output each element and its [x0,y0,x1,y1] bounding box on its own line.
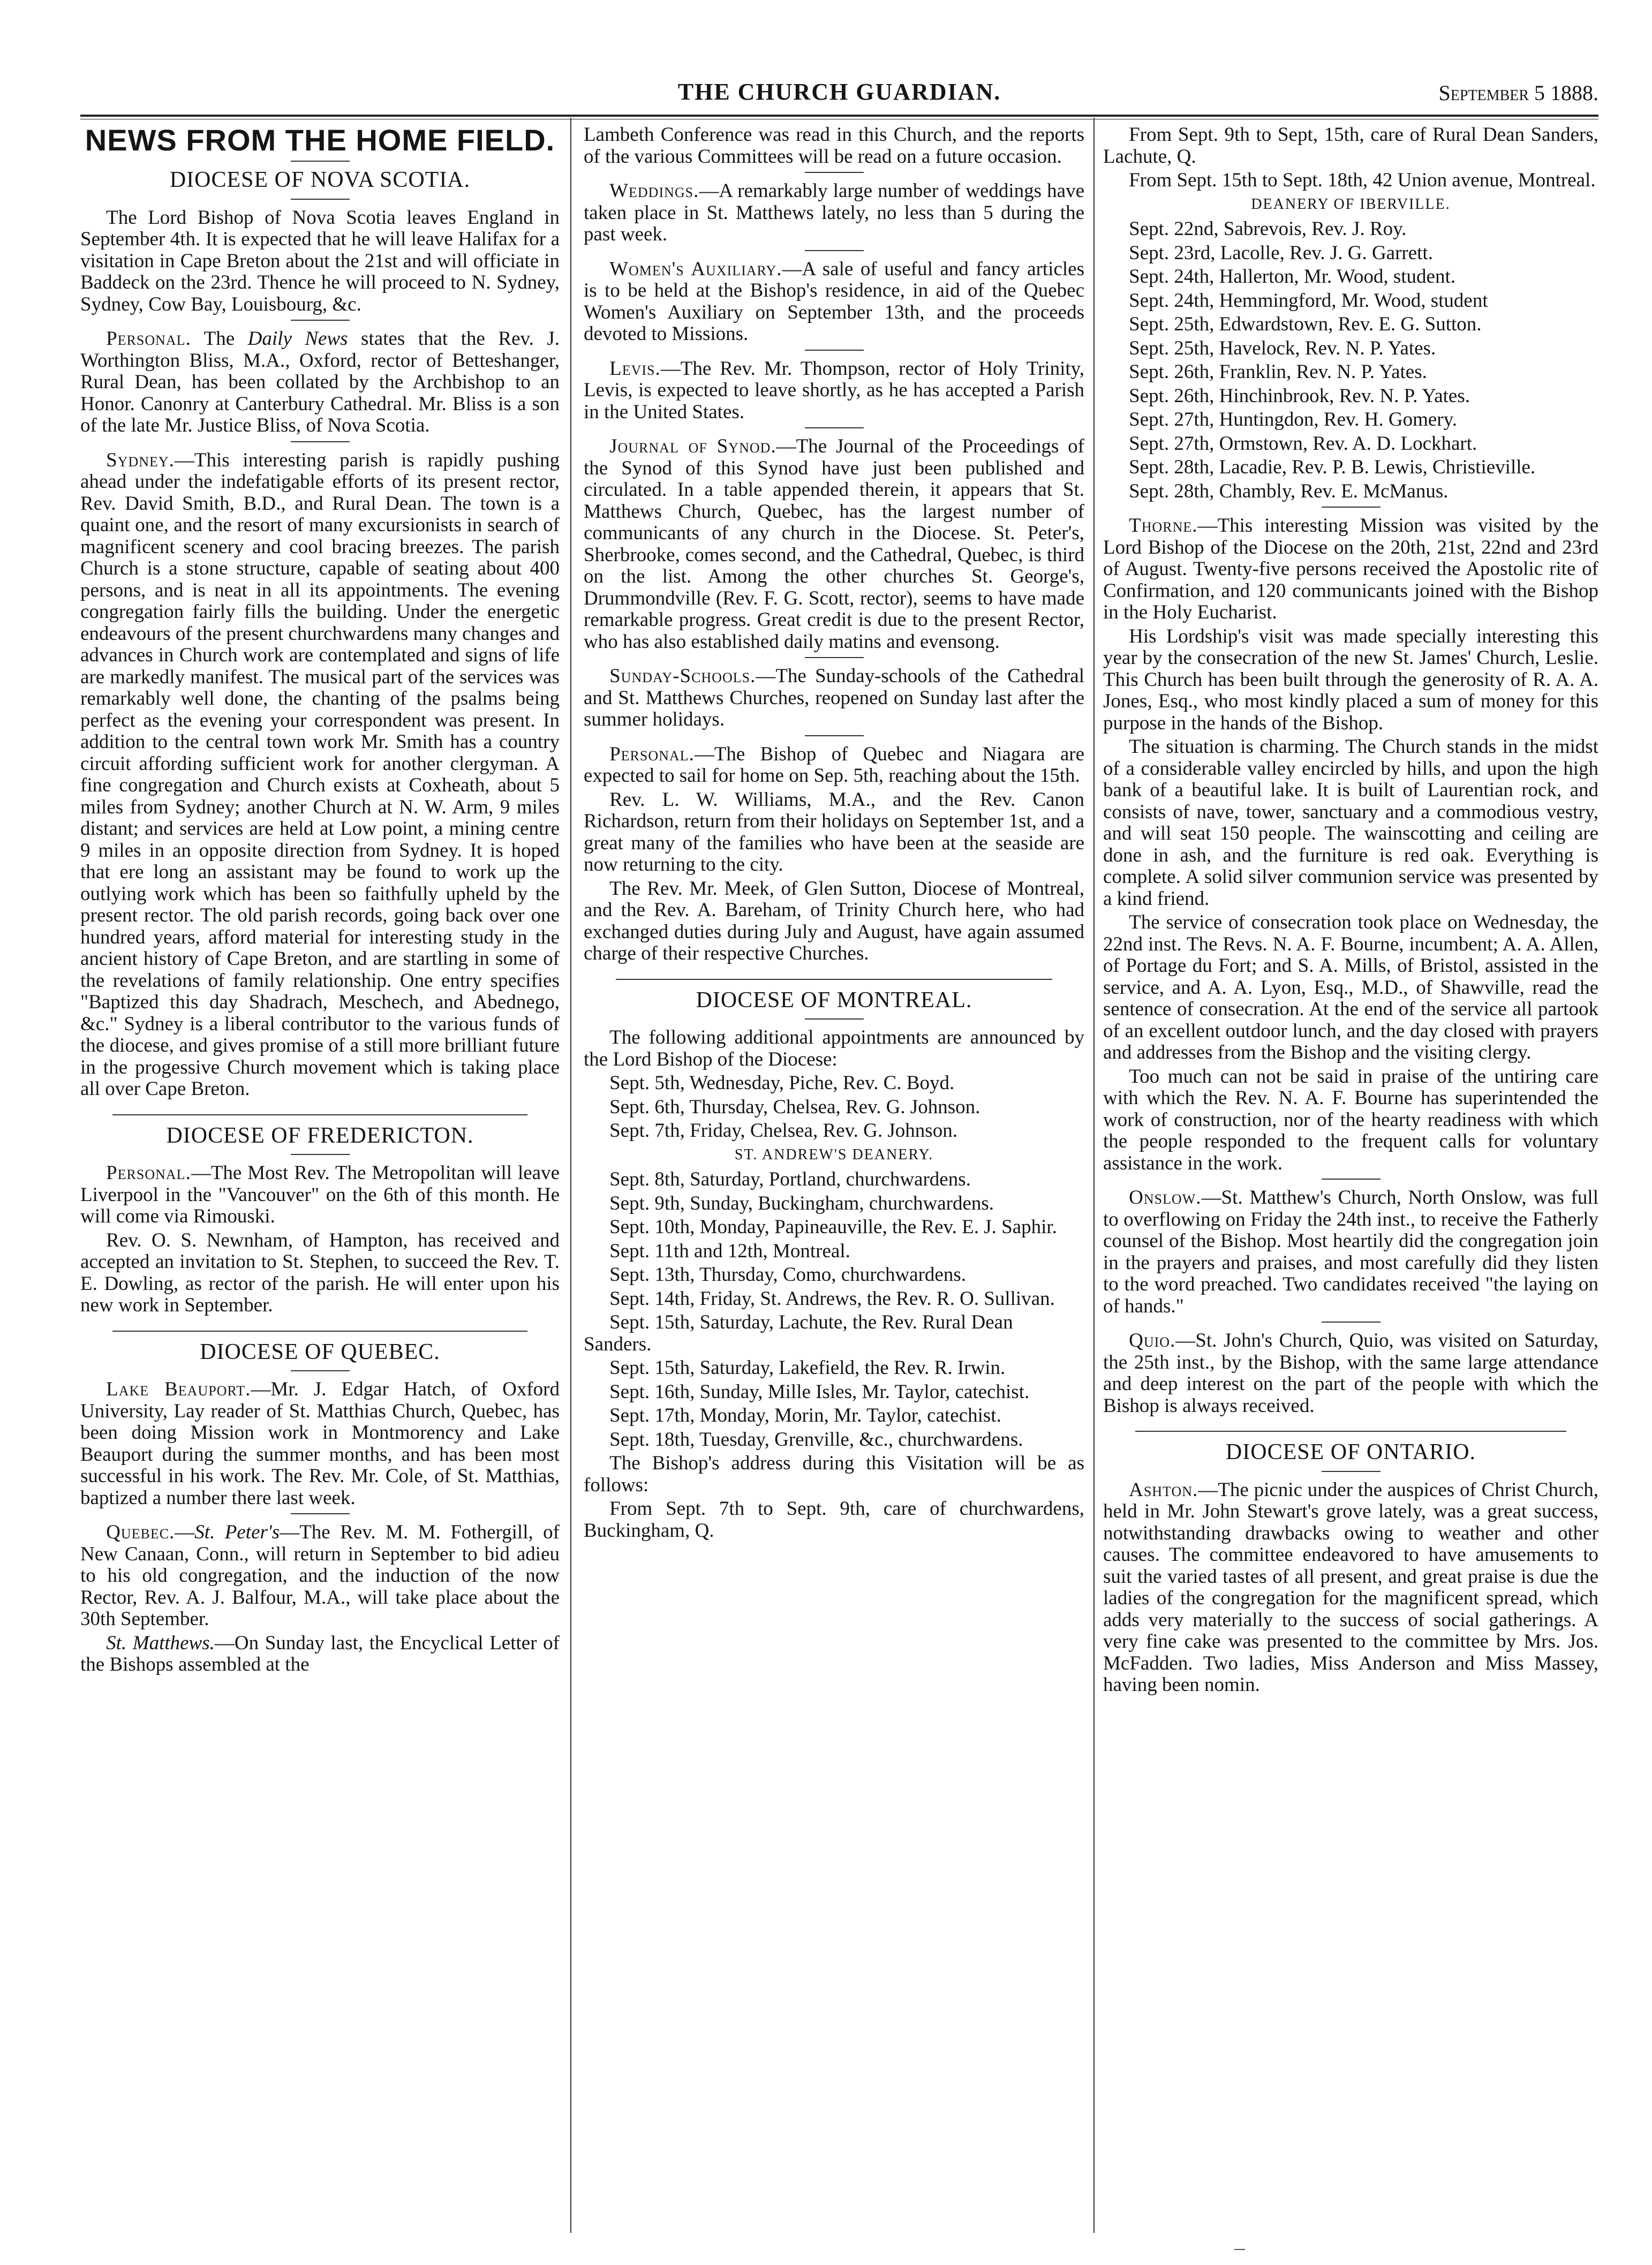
text-run: —This interesting Mission was visited by the Lord Bishop of the Diocese on the 20th, 21st, 22nd and 23rd of August. Twenty-five persons received the Apostolic rite of Confirmation, and 120 communicants joined with the Bishop in the Holy Eucharist. [1103,515,1598,623]
list-item: Sept. 6th, Thursday, Chelsea, Rev. G. Johnson. [609,1096,980,1118]
list-item: Sept. 9th, Sunday, Buckingham, churchwardens. [609,1192,994,1214]
article-paragraph: The Bishop's address during this Visitation will be as follows: [584,1452,1084,1496]
divider [805,172,864,173]
article-paragraph: The service of consecration took place on Wednesday, the 22nd inst. The Revs. N. A. F. Bourne, incumbent; A. A. Allen, of Portage du Fort; and S. A. Mills, of Bristol, assisted in the service, and A. A. Lyon, Esq., M.D., of Shawville, read the sentence of consecration. At the end of the service all partook of an excellent outdoor lunch, and the day closed with prayers and addresses from the Bishop and the visiting clergy. [1103,911,1598,1063]
divider [291,320,350,321]
column-divider [570,118,571,2233]
list-item: Sept. 10th, Monday, Papineauville, the Rev. E. J. Saphir. [609,1216,1057,1238]
item-label: Quebec. [106,1521,175,1543]
article-paragraph: From Sept. 7th to Sept. 9th, care of churchwardens, Buckingham, Q. [584,1498,1084,1542]
item-label: Sydney. [106,449,175,471]
list-item: Sept. 5th, Wednesday, Piche, Rev. C. Boyd. [609,1072,955,1094]
list-item: Sept. 23rd, Lacolle, Rev. J. G. Garrett. [1129,241,1433,264]
divider [112,1114,527,1115]
article-paragraph [80,450,560,1100]
newspaper-title: THE CHURCH GUARDIAN. [677,79,1001,105]
text-run: —A sale of useful and fancy articles is to be held at the Bishop's residence, in aid of the Quebec Women's Auxiliary on September 13th, and the proceeds devoted to Missions. [584,258,1084,345]
list-item: Sept. 25th, Edwardstown, Rev. E. G. Sutton. [1129,313,1482,335]
article-paragraph [80,1633,560,1676]
article-paragraph: Rev. L. W. Williams, M.A., and the Rev. Canon Richardson, return from their holidays on September 1st, and a great many of the families who have been at the seaside are now returning to the city. [584,788,1084,875]
divider [291,199,350,200]
item-label: Thorne. [1129,515,1198,537]
item-label: Journal of Synod. [609,435,776,457]
item-label: Lake Beauport. [106,1378,251,1400]
article-paragraph [80,1379,560,1509]
list-item: Sept. 13th, Thursday, Como, churchwardens. [609,1264,966,1286]
masthead [80,78,1598,110]
article-paragraph: Rev. O. S. Newnham, of Hampton, has received and accepted an invitation to St. Stephen, to succeed the Rev. T. E. Dowling, as rector of the parish. He will enter upon his new work in September. [80,1229,560,1316]
item-label: Levis. [609,357,661,380]
divider [805,1018,864,1020]
article-paragraph [1103,515,1598,624]
article-paragraph: The Lord Bishop of Nova Scotia leaves England in September 4th. It is expected that he will leave Halifax for a visitation in Cape Breton about the 21st and will officiate in Baddeck on the 23rd. Thence he will proceed to N. Sydney, Sydney, Cow Bay, Louisbourg, &c. [80,206,560,315]
divider [291,1154,350,1155]
divider [805,657,864,658]
deanery-heading: DEANERY OF IBERVILLE. [1251,195,1451,213]
list-item: Sept. 22nd, Sabrevois, Rev. J. Roy. [1129,218,1407,240]
list-item: Sept. 8th, Saturday, Portland, churchwardens. [609,1168,971,1190]
print-mark [1234,2249,1245,2252]
column-3 [1103,124,1598,1698]
diocese-heading: DIOCESE OF MONTREAL. [696,987,972,1013]
text-run: —St. John's Church, Quio, was visited on Saturday, the 25th inst., by the Bishop, with the same large attendance and deep interest on the part of the people with which the Bishop is always received. [1103,1330,1598,1417]
section-headline: NEWS FROM THE HOME FIELD. [85,123,555,157]
list-item: Sept. 18th, Tuesday, Grenville, &c., churchwardens. [609,1428,1023,1451]
text-run: St. Peter's [194,1521,280,1543]
appointment-list [584,1073,1084,1142]
divider [805,250,864,251]
article-paragraph [584,744,1084,787]
list-item: Sept. 25th, Havelock, Rev. N. P. Yates. [1129,337,1436,359]
item-label: Ashton. [1129,1478,1198,1501]
text-run: —A remarkably large number of weddings have taken place in St. Matthews lately, no less than 5 during the past week. [584,180,1084,245]
divider [805,350,864,351]
divider [1322,507,1381,508]
issue-date: September 5 1888. [1438,81,1598,105]
article-paragraph [80,1162,560,1228]
article-paragraph: His Lordship's visit was made specially interesting this year by the consecration of the new St. James' Church, Leslie. This Church has been built through the generosity of R. A. A. Jones, Esq., who most kindly placed a sum of money for this purpose in the hands of the Bishop. [1103,625,1598,734]
text-run: The [203,328,248,350]
article-paragraph: From Sept. 15th to Sept. 18th, 42 Union avenue, Montreal. [1129,169,1596,191]
text-run: —The Sunday-schools of the Cathedral and St. Matthews Churches, reopened on Sunday last after the summer holidays. [584,665,1084,730]
list-item: Sept. 27th, Ormstown, Rev. A. D. Lockhart. [1129,432,1477,455]
diocese-heading: DIOCESE OF FREDERICTON. [166,1123,474,1148]
divider [112,1331,527,1332]
divider [1322,1179,1381,1180]
item-label: Sunday-Schools. [609,665,756,687]
list-item: Sept. 15th, Saturday, Lachute, the Rev. Rural Dean Sanders. [584,1311,1013,1355]
text-run: Daily News [247,328,348,350]
divider [805,427,864,428]
list-item: Sept. 26th, Hinchinbrook, Rev. N. P. Yates. [1129,384,1470,407]
diocese-heading: DIOCESE OF NOVA SCOTIA. [169,168,471,192]
article-paragraph [584,259,1084,345]
article-paragraph: The following additional appointments are announced by the Lord Bishop of the Diocese: [584,1026,1084,1070]
text-run: states that the Rev. J. Worthington Bliss, M.A., Oxford, rector of Betteshanger, Rural Dean, has been collated by the Archbishop to an Honor. Canonry at Canterbury Cathedral. Mr. Bliss is a son of the late Mr. Justice Bliss, of Nova Scotia. [80,328,560,436]
appointment-list [1103,218,1598,502]
text-run: —The Rev. M. M. Fothergill, of New Canaan, Conn., will return in September to bid adieu to his old congregation, and the induction of the now Rector, Rev. A. J. Balfour, M.A., will take place about the 30th September. [80,1521,560,1630]
column-2 [584,124,1084,1544]
item-label: Personal. [106,328,191,350]
list-item: Sept. 26th, Franklin, Rev. N. P. Yates. [1129,361,1427,383]
article-paragraph [584,666,1084,731]
divider [291,161,350,162]
text-run: —The Bishop of Quebec and Niagara are expected to sail for home on Sep. 5th, reaching about the 15th. [584,743,1084,787]
article-paragraph: The situation is charming. The Church stands in the midst of a considerable valley encircled by hills, and upon the high bank of a beautiful lake. It is built of Laurentian rock, and consists of nave, tower, sanctuary and a commodious vestry, and will seat 150 people. The wainscotting and ceiling are done in ash, and the furniture is red oak. Everything is complete. A solid silver communion service was presented by a kind friend. [1103,736,1598,910]
article-paragraph: The Rev. Mr. Meek, of Glen Sutton, Diocese of Montreal, and the Rev. A. Bareham, of Trinity Church here, who had exchanged duties during July and August, have again assumed charge of their respective Churches. [584,877,1084,964]
divider [1322,1322,1381,1323]
text-run: —The Rev. Mr. Thompson, rector of Holy Trinity, Levis, is expected to leave shortly, as he has accepted a Parish in the United States. [584,357,1084,423]
list-item: Sept. 28th, Lacadie, Rev. P. B. Lewis, Christieville. [1129,456,1536,478]
item-label: Personal. [609,743,695,765]
list-item: Sept. 14th, Friday, St. Andrews, the Rev. R. O. Sullivan. [609,1287,1055,1310]
list-item: Sept. 24th, Hemmingford, Mr. Wood, student [1129,289,1488,312]
article-paragraph: From Sept. 9th to Sept, 15th, care of Rural Dean Sanders, Lachute, Q. [1103,124,1598,168]
item-label: Onslow. [1129,1187,1202,1209]
text-run: —The Journal of the Proceedings of the Synod of this Synod have just been published and circulated. In a table appended therein, it appears that St. Matthews Church, Quebec, has the largest number of communicants of any church in the Diocese. St. Peter's, Sherbrooke, comes second, and the Cathedral, Quebec, is third on the list. Among the other churches St. George's, Drummondville (Rev. F. G. Scott, rector), seems to have made remarkable progress. Great credit is due to the present Rector, who has also established daily matins and evensong. [584,435,1084,653]
article-paragraph: Quebec.—St. Peter's—The Rev. M. M. Fothergill, of New Canaan, Conn., will return in September to bid adieu to his old congregation, and the induction of the now Rector, Rev. A. J. Balfour, M.A., will take place about the 30th September. [80,1521,560,1630]
item-label: Quio. [1129,1330,1176,1352]
divider [291,1513,350,1514]
text-run: —Mr. J. Edgar Hatch, of Oxford University, Lay reader of St. Matthias Church, Quebec, has been doing Mission work in Montmorency and Lake Beauport during the summer months, and has been most successful in his work. The Rev. Mr. Cole, of St. Matthias, baptized a number there last week. [80,1378,560,1509]
diocese-heading: DIOCESE OF QUEBEC. [200,1339,440,1364]
divider [291,441,350,442]
article-paragraph: Lambeth Conference was read in this Church, and the reports of the various Committees will be read on a future occasion. [584,124,1084,168]
divider [1135,1431,1566,1432]
diocese-heading: DIOCESE OF ONTARIO. [1225,1440,1476,1464]
list-item: Sept. 11th and 12th, Montreal. [609,1240,850,1262]
text-run: —The picnic under the auspices of Christ Church, held in Mr. John Stewart's grove lately, was a great success, notwithstanding drawbacks owing to weather and other causes. The committee endeavored to have amusements to suit the varied tastes of all present, and great praise is due the ladies of the congregation for the magnificent spread, which adds very materially to the success of social gatherings. A very fine cake was presented to the committee by Mrs. Jos. McFadden. Two ladies, Miss Anderson and Miss Massey, having been nomin. [1103,1478,1598,1696]
text-run: —The Most Rev. The Metropolitan will leave Liverpool in the "Vancouver" on the 6th of this month. He will come via Rimouski. [80,1162,560,1227]
list-item: Sept. 16th, Sunday, Mille Isles, Mr. Taylor, catechist. [609,1380,1030,1403]
list-item: Sept. 27th, Huntingdon, Rev. H. Gomery. [1129,409,1457,431]
article-paragraph [584,436,1084,653]
divider [1322,1471,1381,1472]
item-label: Women's Auxiliary. [609,258,782,280]
article-paragraph [584,180,1084,246]
item-label: Weddings. [609,180,699,202]
appointment-list [584,1169,1084,1451]
column-divider [1093,118,1095,2233]
divider [616,979,1052,980]
text-run: —St. Matthew's Church, North Onslow, was full to overflowing on Friday the 24th inst., to receive the Fatherly counsel of the Bishop. Most heartily did the congregation join in the prayers and praises, and most carefully did they listen to the word preached. Two candidates received "the laying on of hands." [1103,1187,1598,1317]
divider [805,735,864,736]
deanery-heading: ST. ANDREW'S DEANERY. [734,1146,934,1163]
article-paragraph [1103,1330,1598,1417]
article-paragraph [80,328,560,437]
article-paragraph [584,358,1084,424]
text-run: —On Sunday last, the Encyclical Letter of the Bishops assembled at the [80,1632,560,1675]
list-item: Sept. 15th, Saturday, Lakefield, the Rev. R. Irwin. [609,1357,1006,1379]
article-paragraph [1103,1187,1598,1317]
list-item: Sept. 17th, Monday, Morin, Mr. Taylor, catechist. [609,1405,1001,1426]
text-run: —This interesting parish is rapidly pushing ahead under the indefatigable efforts of its present rector, Rev. David Smith, B.D., and Rural Dean. The town is a quaint one, and the resort of many excursionists in search of magnificent scenery and cool bracing breezes. The parish Church is a stone structure, capable of seating about 400 persons, and is neat in all its appointments. The evening congregation fairly fills the building. Under the energetic endeavours of the present churchwardens many changes and advances in Church work are contemplated and signs of life are markedly manifest. The musical part of the services was remarkably well done, the chanting of the psalms being perfect as the evening your correspondent was present. In addition to the central town work Mr. Smith has a country circuit affording sufficient work for another clergyman. A fine congregation and Church exists at Coxheath, about 5 miles from Sydney; another Church at N. W. Arm, 9 miles distant; and services are held at Low point, a mining centre 9 miles in an opposite direction from Sydney. It is hoped that ere long an assistant may be found to work up the outlying work which has been so faithfully upheld by the present rector. The old parish records, going back over one hundred years, afford material for interesting study in the ancient history of Cape Breton, and are startling in some of the revelations of family relationship. One entry specifies "Baptized this day Shadrach, Meschech, and Abednego, &c." Sydney is a liberal contributor to the various funds of the diocese, and gives promise of a still more brilliant future in the progessive Church movement which is taking place all over Cape Breton. [80,449,560,1100]
list-item: Sept. 24th, Hallerton, Mr. Wood, student. [1129,266,1455,288]
masthead-rule [80,115,1598,119]
list-item: Sept. 7th, Friday, Chelsea, Rev. G. Johnson. [609,1120,957,1142]
item-label: Personal. [106,1162,191,1184]
text-run: St. Matthews. [106,1632,215,1654]
article-paragraph: Too much can not be said in praise of the untiring care with which the Rev. N. A. F. Bourne has superintended the work of construction, nor of the hearty readiness with which the people responded to the frequent calls for voluntary assistance in the work. [1103,1065,1598,1174]
list-item: Sept. 28th, Chambly, Rev. E. McManus. [1129,480,1449,502]
divider [291,1370,350,1371]
column-1 [80,124,560,1678]
article-paragraph [1103,1479,1598,1696]
